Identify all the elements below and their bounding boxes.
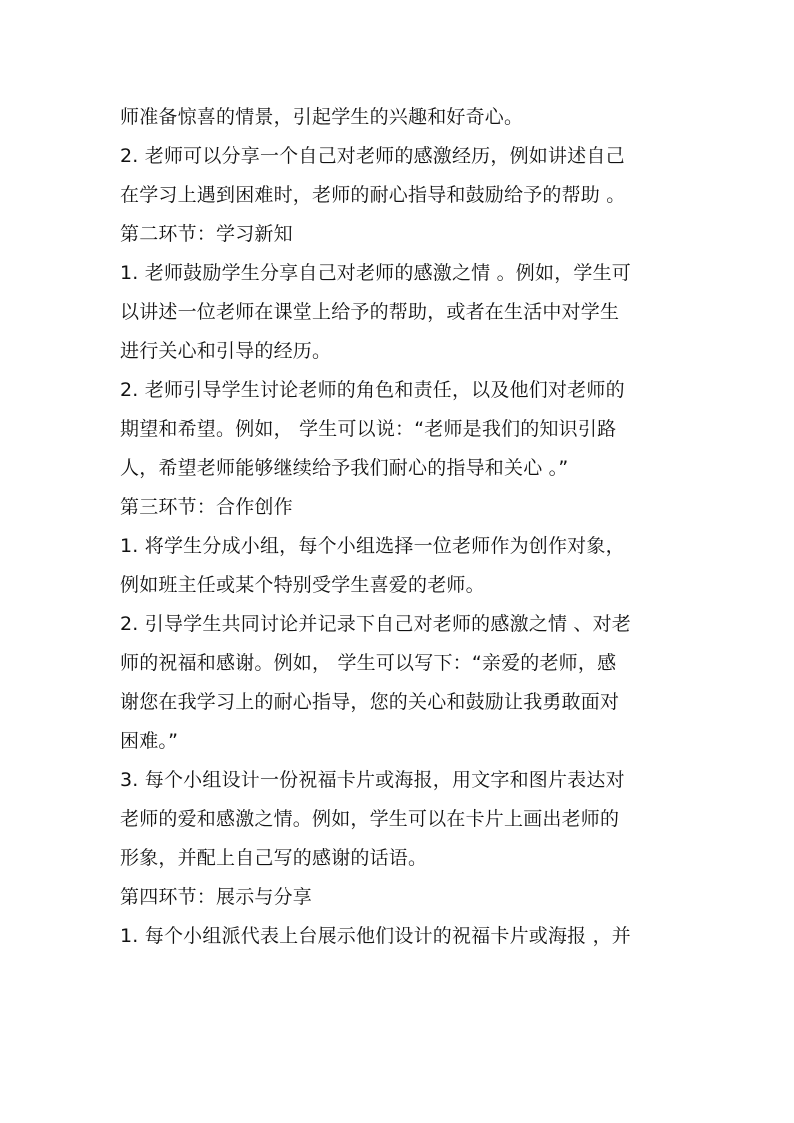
text-line: 3. 每个小组设计一份祝福卡片或海报，用文字和图片表达对 xyxy=(120,769,625,791)
text-line: 2. 老师引导学生讨论老师的角色和责任，以及他们对老师的 xyxy=(120,379,625,401)
text-line: 谢您在我学习上的耐心指导，您的关心和鼓励让我勇敢面对 xyxy=(120,691,620,713)
text-line: 1. 每个小组派代表上台展示他们设计的祝福卡片或海报 ，并 xyxy=(120,925,632,947)
text-line: 在学习上遇到困难时，老师的耐心指导和鼓励给予的帮助 。 xyxy=(120,184,626,206)
section-heading: 第三环节：合作创作 xyxy=(120,496,293,518)
text-line: 形象，并配上自己写的感谢的话语。 xyxy=(120,847,428,869)
text-line: 困难。” xyxy=(120,730,179,752)
text-line: 2. 老师可以分享一个自己对老师的感激经历，例如讲述自己 xyxy=(120,145,625,167)
section-heading: 第四环节：展示与分享 xyxy=(120,886,313,908)
section-heading: 第二环节：学习新知 xyxy=(120,223,293,245)
text-line: 例如班主任或某个特别受学生喜爱的老师。 xyxy=(120,574,485,596)
text-line: 师的祝福和感谢。例如， 学生可以写下：“亲爱的老师，感 xyxy=(120,652,617,674)
text-line: 2. 引导学生共同讨论并记录下自己对老师的感激之情 、对老 xyxy=(120,613,632,635)
document-body xyxy=(120,98,680,956)
text-line: 师准备惊喜的情景，引起学生的兴趣和好奇心。 xyxy=(120,106,524,128)
text-line: 1. 老师鼓励学生分享自己对老师的感激之情 。例如，学生可 xyxy=(120,262,632,284)
text-line: 1. 将学生分成小组，每个小组选择一位老师作为创作对象， xyxy=(120,535,625,557)
text-line: 人，希望老师能够继续给予我们耐心的指导和关心 。” xyxy=(120,457,569,479)
text-line: 期望和希望。例如， 学生可以说：“老师是我们的知识引路 xyxy=(120,418,617,440)
text-line: 进行关心和引导的经历。 xyxy=(120,340,332,362)
text-line: 老师的爱和感激之情。例如，学生可以在卡片上画出老师的 xyxy=(120,808,620,830)
text-line: 以讲述一位老师在课堂上给予的帮助，或者在生活中对学生 xyxy=(120,301,620,323)
